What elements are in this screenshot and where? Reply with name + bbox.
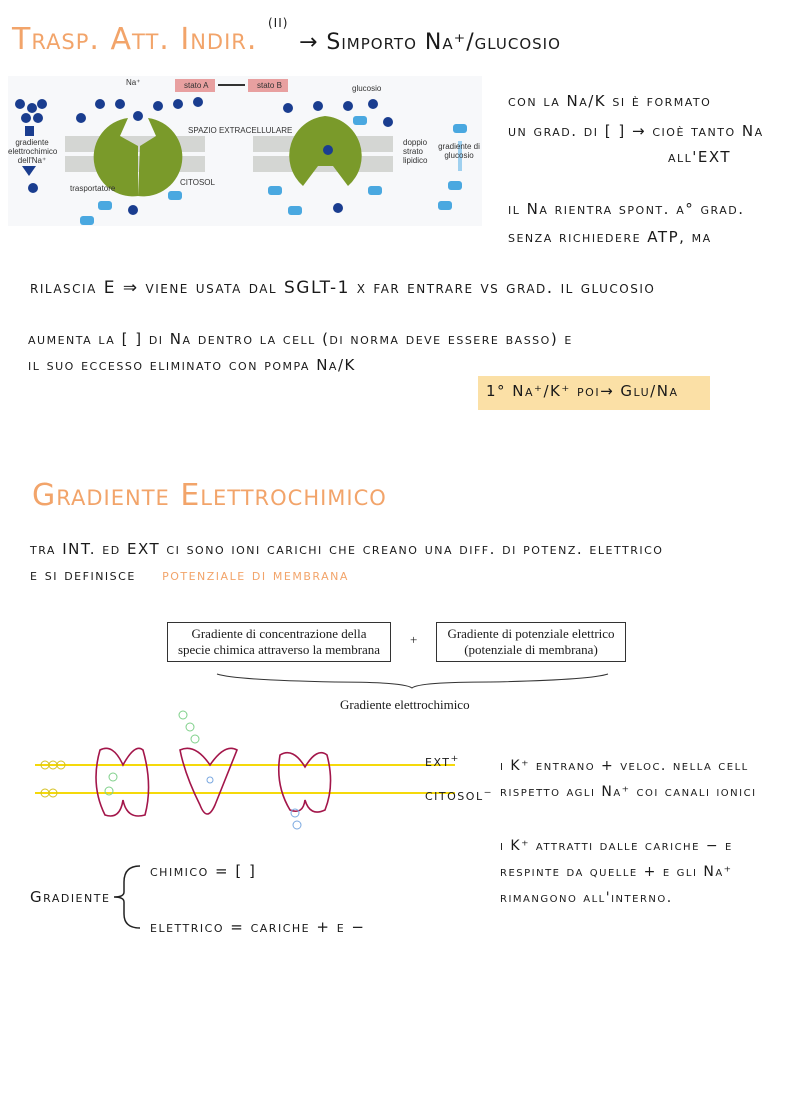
text-part: membrana <box>272 566 349 584</box>
note-text: aumenta la [ ] di Na dentro la cell (di norma deve essere basso) e <box>28 330 573 348</box>
text-part: e si definisce <box>30 566 136 584</box>
transporter-label: trasportatore <box>70 184 116 193</box>
note-text: rimangono all'interno. <box>500 890 673 906</box>
na-gradient-label: gradiente elettrochimico dell'Na⁺ <box>8 138 58 165</box>
note-text <box>30 566 349 584</box>
page-title <box>12 16 561 57</box>
note-text: all'EXT <box>668 148 732 166</box>
cytosol-label: citosol⁻ <box>425 786 493 804</box>
electrochemical-gradient-label: Gradiente elettrochimico <box>340 697 470 712</box>
state-b-label: stato B <box>257 81 282 90</box>
ext-label: ext⁺ <box>425 752 460 770</box>
section-heading: Gradiente Elettrochimico <box>32 478 387 513</box>
note-text: senza richiedere ATP, ma <box>508 228 712 246</box>
note-text: i K⁺ attratti dalle cariche − e <box>500 838 733 854</box>
chimico-definition: chimico = [ ] <box>150 862 257 880</box>
text-part: potenziale di <box>162 566 267 584</box>
glucose-gradient-label: gradiente di glucosio <box>438 142 480 160</box>
potential-gradient-box: Gradiente di potenziale elettrico (potenziale di membrana) <box>436 622 626 662</box>
gradiente-label: Gradiente <box>30 888 111 906</box>
elettrico-definition: elettrico = cariche + e − <box>150 918 366 936</box>
glucose-label: glucosio <box>352 84 382 93</box>
note-text: respinte da quelle + e gli Na⁺ <box>500 864 733 880</box>
title-topic: Trasp. Att. Indir. <box>12 22 258 57</box>
brace-icon <box>215 670 610 690</box>
note-text: rispetto agli Na⁺ coi canali ionici <box>500 784 757 800</box>
plus-sign: + <box>410 632 418 647</box>
na-label: Na⁺ <box>126 78 141 87</box>
note-text: i K⁺ entrano + veloc. nella cell <box>500 758 749 774</box>
membrane-sketch <box>35 705 455 835</box>
title-mark: (II) <box>267 16 289 30</box>
highlight-text: 1° Na⁺/K⁺ poi→ Glu/Na <box>486 382 679 400</box>
state-a-label: stato A <box>184 81 209 90</box>
note-text: rilascia E ⇒ viene usata dal SGLT-1 x far entrare vs grad. il glucosio <box>30 278 656 298</box>
concentration-gradient-box: Gradiente di concentrazione della specie chimica attraverso la membrana <box>167 622 391 662</box>
note-text: il suo eccesso eliminato con pompa Na/K <box>28 356 356 374</box>
note-text: il Na rientra spont. a° grad. <box>508 200 745 218</box>
sglt-diagram <box>8 76 482 226</box>
title-rest: → Simporto Na⁺/glucosio <box>298 30 561 55</box>
note-text: un grad. di [ ] → cioè tanto Na <box>508 122 764 140</box>
extracellular-label: SPAZIO EXTRACELLULARE <box>188 126 293 135</box>
bilayer-label: doppio strato lipidico <box>403 138 428 165</box>
note-text: tra INT. ed EXT ci sono ioni carichi che creano una diff. di potenz. elettrico <box>30 540 664 558</box>
cytosol-label: CITOSOL <box>180 178 215 187</box>
curly-brace-icon <box>112 862 142 932</box>
note-text: con la Na/K si è formato <box>508 92 712 110</box>
